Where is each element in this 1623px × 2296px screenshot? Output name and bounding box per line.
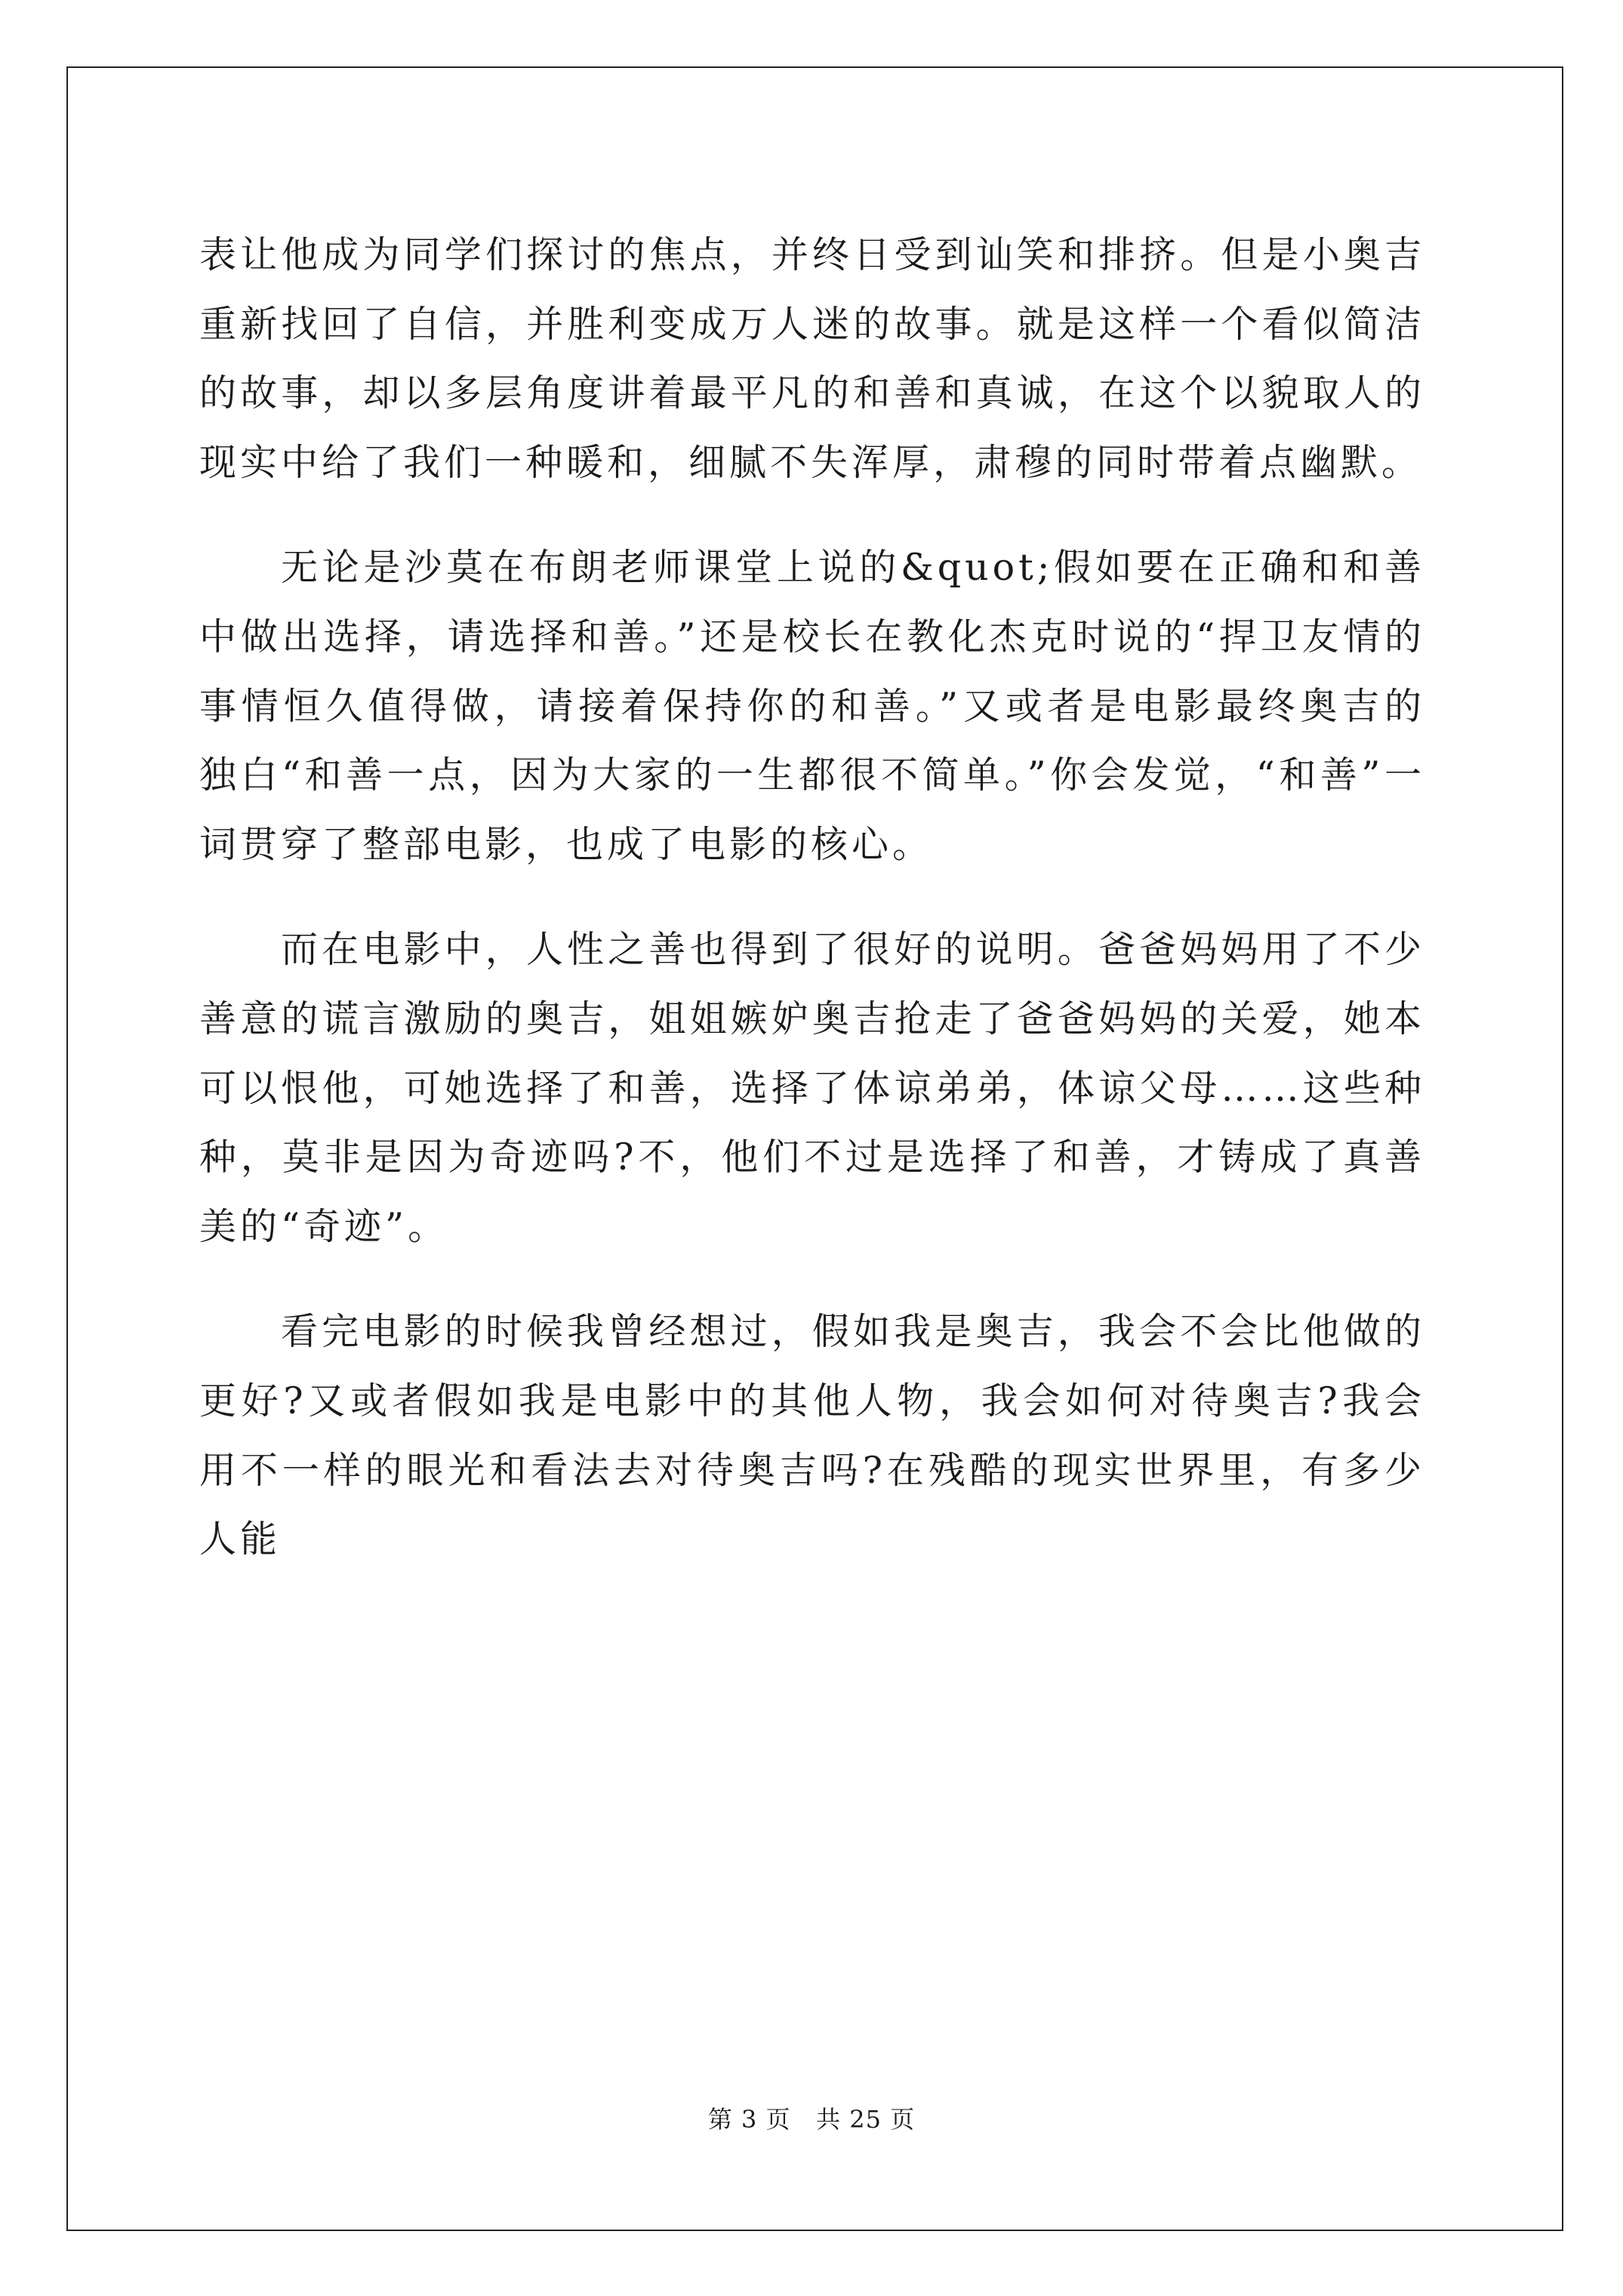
paragraph-1: 表让他成为同学们探讨的焦点，并终日受到讪笑和排挤。但是小奥吉重新找回了自信，并胜利变成万人迷的故事。就是这样一个看似简洁的故事，却以多层角度讲着最平凡的和善和真诚，在这个以貌取人的现实中给了我们一种暖和，细腻不失浑厚，肃穆的同时带着点幽默。 (199, 233, 1425, 484)
paragraph-4: 看完电影的时候我曾经想过，假如我是奥吉，我会不会比他做的更好?又或者假如我是电影中的其他人物，我会如何对待奥吉?我会用不一样的眼光和看法去对待奥吉吗?在残酷的现实世界里，有多少人能 (199, 1310, 1425, 1561)
page-footer (0, 2100, 1623, 2135)
paragraph-3: 而在电影中，人性之善也得到了很好的说明。爸爸妈妈用了不少善意的谎言激励的奥吉，姐姐嫉妒奥吉抢走了爸爸妈妈的关爱，她本可以恨他，可她选择了和善，选择了体谅弟弟，体谅父母……这些种种，莫非是因为奇迹吗?不，他们不过是选择了和善，才铸成了真善美的“奇迹”。 (199, 928, 1425, 1248)
page-number: 第 3 页 (707, 2105, 791, 2134)
paragraph-2: 无论是沙莫在布朗老师课堂上说的&quot;假如要在正确和和善中做出选择，请选择和善。”还是校长在教化杰克时说的“捍卫友情的事情恒久值得做，请接着保持你的和善。”又或者是电影最终奥吉的独白“和善一点，因为大家的一生都很不简单。”你会发觉，“和善”一词贯穿了整部电影，也成了电影的核心。 (199, 546, 1425, 866)
document-body (199, 220, 1425, 1610)
page-total: 共 25 页 (816, 2105, 916, 2134)
